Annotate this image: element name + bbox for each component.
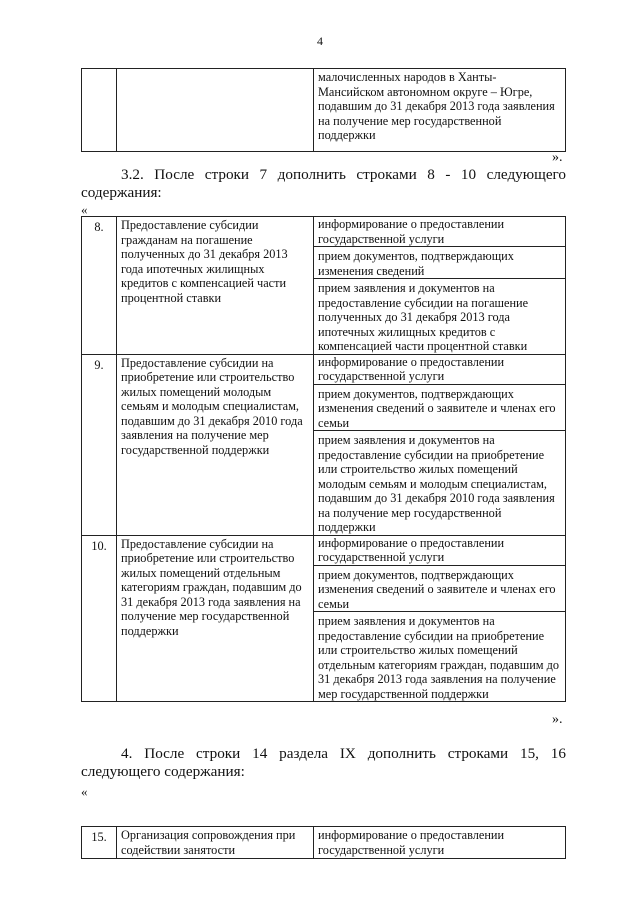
action-item: прием документов, подтверждающих изменения сведений о заявителе и членах его семьи bbox=[314, 384, 565, 431]
action-item: прием документов, подтверждающих изменения сведений bbox=[314, 246, 565, 278]
table-row bbox=[82, 827, 566, 859]
table-row bbox=[82, 217, 566, 355]
row-number-cell bbox=[82, 69, 117, 152]
services-table bbox=[81, 216, 566, 702]
table-row bbox=[82, 535, 566, 702]
paragraph-3-2: 3.2. После строки 7 дополнить строками 8 - 10 следующего содержания: bbox=[81, 166, 566, 201]
closing-quote: ». bbox=[552, 150, 563, 165]
service-cell: Предоставление субсидии на приобретение или строительство жилых помещений молодым семьям и молодым специалистам, подавшим до 31 декабря 2010 года заявления на получение мер государственной поддержки bbox=[117, 354, 314, 535]
continuation-table bbox=[81, 68, 566, 152]
action-item: информирование о предоставлении государственной услуги bbox=[318, 828, 505, 857]
action-item: прием заявления и документов на предоставление субсидии на приобретение или строительство жилых помещений молодым семьям и молодым специалистам, подавшим до 31 декабря 2010 года заявления на получение мер государственной поддержки bbox=[314, 430, 565, 535]
row-number-cell: 10. bbox=[82, 535, 117, 702]
row-number-cell: 8. bbox=[82, 217, 117, 355]
closing-quote: ». bbox=[552, 712, 563, 727]
paragraph-4: 4. После строки 14 раздела IX дополнить строками 15, 16 следующего содержания: bbox=[81, 745, 566, 780]
action-item: прием заявления и документов на предоставление субсидии на приобретение или строительство жилых помещений отдельным категориям граждан, подавшим до 31 декабря 2013 года заявления на получение мер государственной поддержки bbox=[314, 611, 565, 701]
row-number-cell: 9. bbox=[82, 354, 117, 535]
actions-cell bbox=[314, 354, 566, 535]
table-row bbox=[82, 354, 566, 535]
employment-table bbox=[81, 826, 566, 859]
opening-quote: « bbox=[81, 202, 88, 217]
table-row bbox=[82, 69, 566, 152]
action-item: малочисленных народов в Ханты-Мансийском автономном округе – Югре, подавшим до 31 декабря 2013 года заявления на получение мер государственной поддержки bbox=[318, 70, 555, 142]
actions-cell bbox=[314, 69, 566, 152]
row-number-cell: 15. bbox=[82, 827, 117, 859]
action-item: информирование о предоставлении государственной услуги bbox=[318, 354, 505, 383]
action-item: прием заявления и документов на предоставление субсидии на погашение полученных до 31 декабря 2013 года ипотечных жилищных кредитов с компенсацией части процентной ставки bbox=[314, 278, 565, 354]
actions-cell bbox=[314, 535, 566, 702]
service-cell: Предоставление субсидии на приобретение или строительство жилых помещений отдельным категориям граждан, подавшим до 31 декабря 2013 года заявления на получение мер государственной поддержки bbox=[117, 535, 314, 702]
actions-cell bbox=[314, 217, 566, 355]
action-item: информирование о предоставлении государственной услуги bbox=[318, 217, 505, 246]
opening-quote: « bbox=[81, 784, 88, 799]
service-cell: Организация сопровождения при содействии занятости bbox=[117, 827, 314, 859]
service-cell bbox=[117, 69, 314, 152]
service-cell: Предоставление субсидии гражданам на погашение полученных до 31 декабря 2013 года ипотечных жилищных кредитов с компенсацией части процентной ставки bbox=[117, 217, 314, 355]
action-item: прием документов, подтверждающих изменения сведений о заявителе и членах его семьи bbox=[314, 565, 565, 612]
action-item: информирование о предоставлении государственной услуги bbox=[318, 535, 505, 564]
actions-cell bbox=[314, 827, 566, 859]
page-number: 4 bbox=[317, 34, 323, 48]
